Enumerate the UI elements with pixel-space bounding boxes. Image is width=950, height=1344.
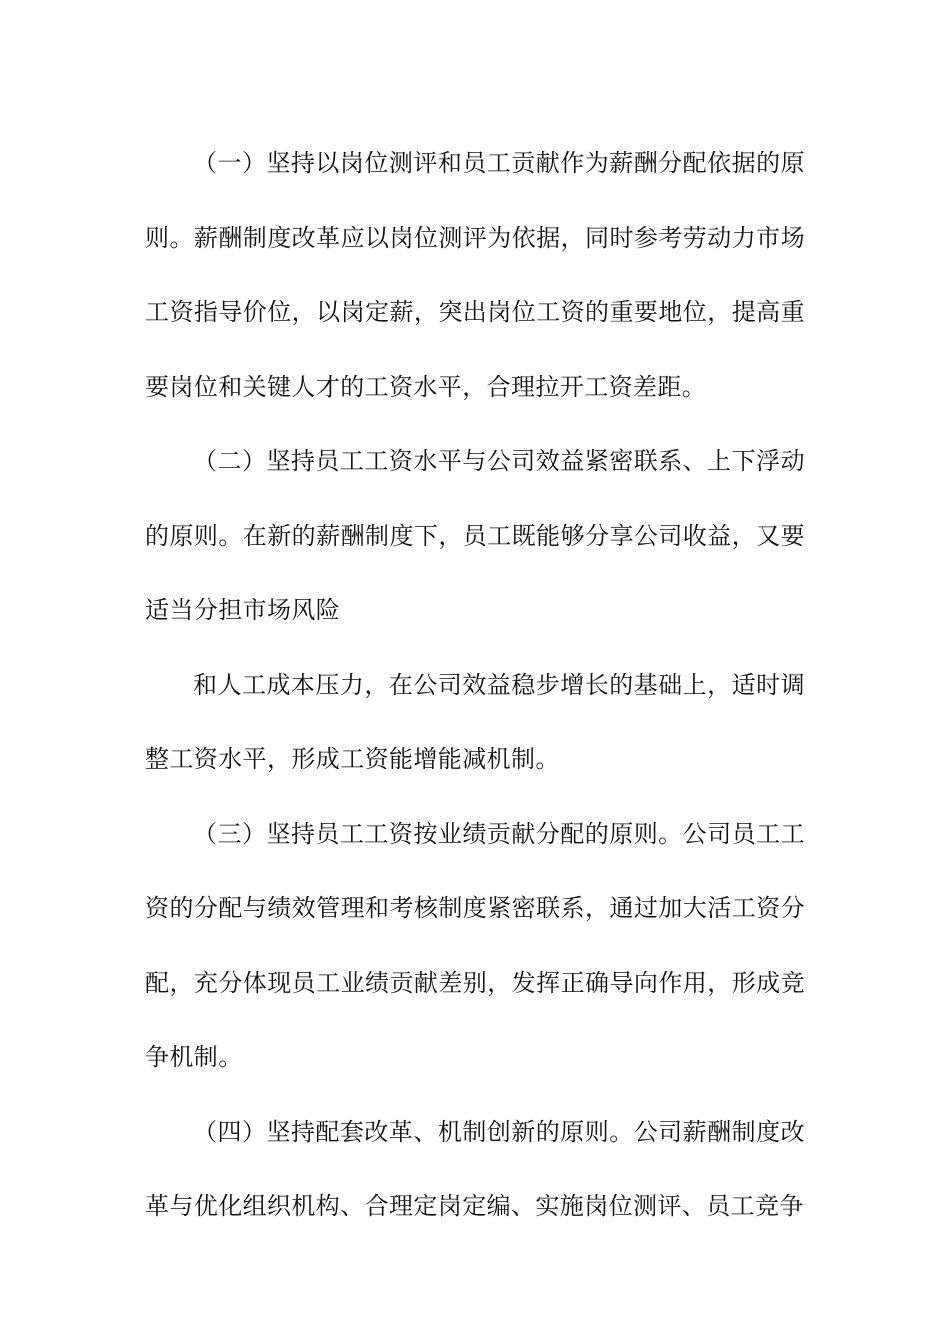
paragraph-principle-2: （二）坚持员工工资水平与公司效益紧密联系、上下浮动的原则。在新的薪酬制度下，员工既能够分享公司收益，又要适当分担市场风险 — [145, 447, 805, 624]
paragraph-principle-4: （四）坚持配套改革、机制创新的原则。公司薪酬制度改革与优化组织机构、合理定岗定编、实施岗位测评、员工竞争 — [145, 1117, 805, 1220]
paragraph-principle-3: （三）坚持员工工资按业绩贡献分配的原则。公司员工工资的分配与绩效管理和考核制度紧密联系，通过加大活工资分配，充分体现员工业绩贡献差别，发挥正确导向作用，形成竞争机制。 — [145, 819, 805, 1071]
paragraph-principle-2-continued: 和人工成本压力，在公司效益稳步增长的基础上，适时调整工资水平，形成工资能增能减机制。 — [145, 670, 805, 773]
paragraph-principle-1: （一）坚持以岗位测评和员工贡献作为薪酬分配依据的原则。薪酬制度改革应以岗位测评为依据，同时参考劳动力市场工资指导价位，以岗定薪，突出岗位工资的重要地位，提高重要岗位和关键人才的工资水平，合理拉开工资差距。 — [145, 149, 805, 401]
document-body — [145, 126, 805, 1244]
